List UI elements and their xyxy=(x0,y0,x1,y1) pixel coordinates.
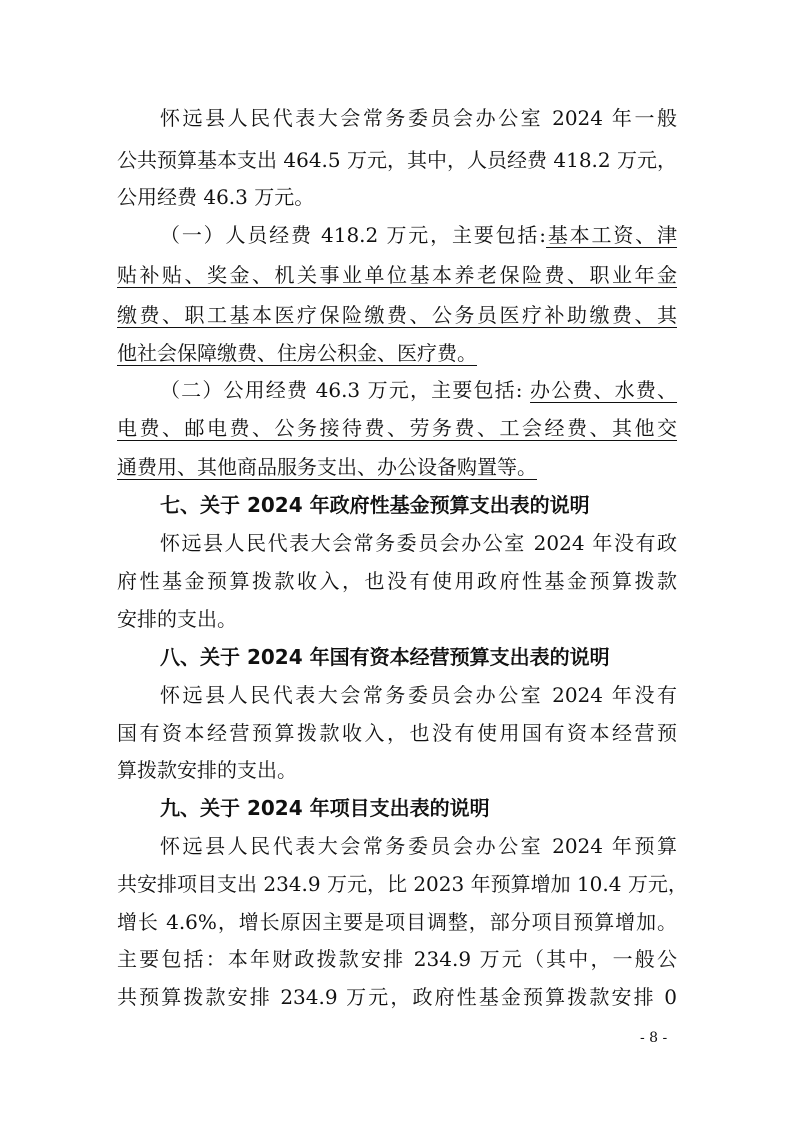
para1-line3: 公用经费 46.3 万元。 xyxy=(117,185,315,209)
section-9-heading: 九、关于 2024 年项目支出表的说明 xyxy=(160,796,490,820)
para2-line3 xyxy=(117,297,677,333)
para3-prefix: （二）公用经费 46.3 万元，主要包括: xyxy=(160,378,531,402)
para2-underlined-2: 贴补贴、奖金、机关事业单位基本养老保险费、职业年金 xyxy=(117,263,677,287)
para2-line1 xyxy=(160,217,677,253)
sec9-line1: 怀远县人民代表大会常务委员会办公室 2024 年预算 xyxy=(160,834,677,858)
para2-underlined-3: 缴费、职工基本医疗保险缴费、公务员医疗补助缴费、其 xyxy=(117,303,677,327)
sec9-line4: 主要包括：本年财政拨款安排 234.9 万元（其中，一般公 xyxy=(117,947,677,971)
sec8-line2: 国有资本经营预算拨款收入，也没有使用国有资本经营预 xyxy=(117,721,677,745)
page-number: - 8 - xyxy=(640,1030,668,1046)
para3-underlined-1: 办公费、水费、 xyxy=(530,378,678,402)
sec9-line5: 共预算拨款安排 234.9 万元，政府性基金预算拨款安排 0 xyxy=(117,985,677,1009)
para2-prefix: （一）人员经费 418.2 万元，主要包括: xyxy=(160,223,547,247)
para3-underlined-3: 通费用、其他商品服务支出、办公设备购置等。 xyxy=(117,455,537,479)
sec8-line3: 算拨款安排的支出。 xyxy=(117,758,297,782)
para2-line2 xyxy=(117,257,677,293)
para3-underlined-2: 电费、邮电费、公务接待费、劳务费、工会经费、其他交 xyxy=(117,416,677,440)
para3-line1 xyxy=(160,372,677,408)
para2-underlined-1: 基本工资、津 xyxy=(546,223,678,247)
para1-line2: 公共预算基本支出 464.5 万元，其中，人员经费 418.2 万元， xyxy=(117,148,677,172)
para2-underlined-4: 他社会保障缴费、住房公积金、医疗费。 xyxy=(117,341,477,365)
sec8-line1: 怀远县人民代表大会常务委员会办公室 2024 年没有 xyxy=(160,683,677,707)
section-8-heading: 八、关于 2024 年国有资本经营预算支出表的说明 xyxy=(160,645,610,669)
sec7-line2: 府性基金预算拨款收入，也没有使用政府性基金预算拨款 xyxy=(117,569,677,593)
section-7-heading: 七、关于 2024 年政府性基金预算支出表的说明 xyxy=(160,493,590,517)
para3-line3 xyxy=(117,449,677,485)
sec7-line1: 怀远县人民代表大会常务委员会办公室 2024 年没有政 xyxy=(160,531,677,555)
sec7-line3: 安排的支出。 xyxy=(117,607,237,631)
sec9-line2: 共安排项目支出 234.9 万元，比 2023 年预算增加 10.4 万元， xyxy=(117,872,688,896)
para1-line1: 怀远县人民代表大会常务委员会办公室 2024 年一般 xyxy=(160,106,677,130)
sec9-line3: 增长 4.6%，增长原因主要是项目调整，部分项目预算增加。 xyxy=(117,910,677,934)
para3-line2 xyxy=(117,410,677,446)
para2-line4 xyxy=(117,335,677,371)
